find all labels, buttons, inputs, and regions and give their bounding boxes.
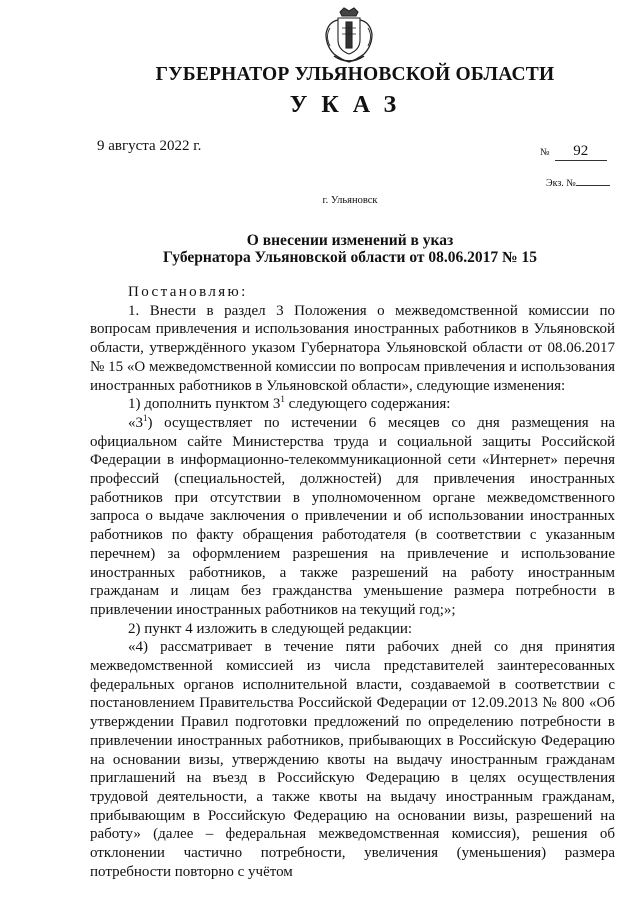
- document-body: [90, 283, 615, 882]
- copy-number-row: [546, 176, 610, 189]
- paragraph-1: 1. Внести в раздел 3 Положения о межведомственной комиссии по вопросам привлечения и использования иностранных работников в Ульяновской области, утверждённого указом Губернатора Ульяновской области от 08.06.2017 № 15 «О межведомственной комиссии по вопросам привлечения и использования иностранных работников в Ульяновской области», следующие изменения:: [90, 302, 615, 394]
- paragraph-5: «4) рассматривает в течение пяти рабочих дней со дня принятия межведомственной комиссией из числа представителей заинтересованных федеральных органов исполнительной власти, создаваемой в соответствии с постановлением Правительства Российской Федерации от 12.09.2013 № 800 «Об утверждении Правил подготовки предложений по определению потребности в привлечении иностранных работников, прибывающих в Российскую Федерацию на основании визы, утверждению квоты на выдачу иностранным гражданам приглашений на въезд в Российскую Федерацию в целях осуществления трудовой деятельности, а также квоты на выдачу иностранным гражданам, прибывающим в Российскую Федерацию на основании визы, разрешений на работу» (далее – федеральная межведомственная комиссия), решения об отклонении частично потребности, увеличения (уменьшения) размера потребности повторно с учётом: [90, 639, 615, 880]
- paragraph-2: [90, 395, 615, 414]
- paragraph-3-text-b: ) осуществляет по истечении 6 месяцев со дня размещения на официальном сайте Министерства труда и социальной защиты Российской Федерации в информационно-телекоммуникационной сети «Интернет» перечня профессий (специальностей, должностей) для привлечения иностранных работников при отсутствии в уполномоченном органе межведомственного запроса о выдаче заключения о привлечении и об использовании иностранных работников по факту обращения работодателя (в соответствии с указанным перечнем) за оформлением разрешения на привлечение и использование иностранных работников, а также разрешений на работу иностранным гражданам и лицам без гражданства уменьшение размера потребности в привлечении иностранных работников на текущий год;»;: [90, 414, 615, 618]
- document-date: 9 августа 2022 г.: [97, 138, 202, 154]
- subject-line-1: О внесении изменений в указ: [246, 232, 454, 249]
- paragraph-3: [90, 414, 615, 620]
- copy-label: Экз. №: [546, 178, 576, 189]
- decree-word: Постановляю:: [128, 284, 248, 300]
- subject-line-2: Губернатора Ульяновской области от 08.06.2017 № 15: [163, 249, 537, 266]
- document-number-row: [540, 143, 607, 161]
- paragraph-3-superscript: 1: [143, 412, 148, 423]
- paragraph-4: 2) пункт 4 изложить в следующей редакции:: [128, 620, 413, 637]
- paragraph-2-text-b: следующего содержания:: [284, 396, 451, 413]
- paragraph-2-superscript: 1: [280, 394, 285, 405]
- coat-of-arms-icon: [322, 6, 376, 66]
- copy-number-blank: [576, 176, 610, 186]
- paragraph-3-text-a: «3: [128, 414, 143, 431]
- paragraph-2-text-a: 1) дополнить пунктом 3: [128, 396, 281, 413]
- document-number: 92: [555, 143, 607, 161]
- issue-city: г. Ульяновск: [322, 195, 378, 206]
- document-type: УКАЗ: [289, 92, 411, 118]
- number-sign: №: [540, 147, 550, 158]
- document-subject: [0, 232, 640, 266]
- authority-name: ГУБЕРНАТОР УЛЬЯНОВСКОЙ ОБЛАСТИ: [155, 64, 555, 85]
